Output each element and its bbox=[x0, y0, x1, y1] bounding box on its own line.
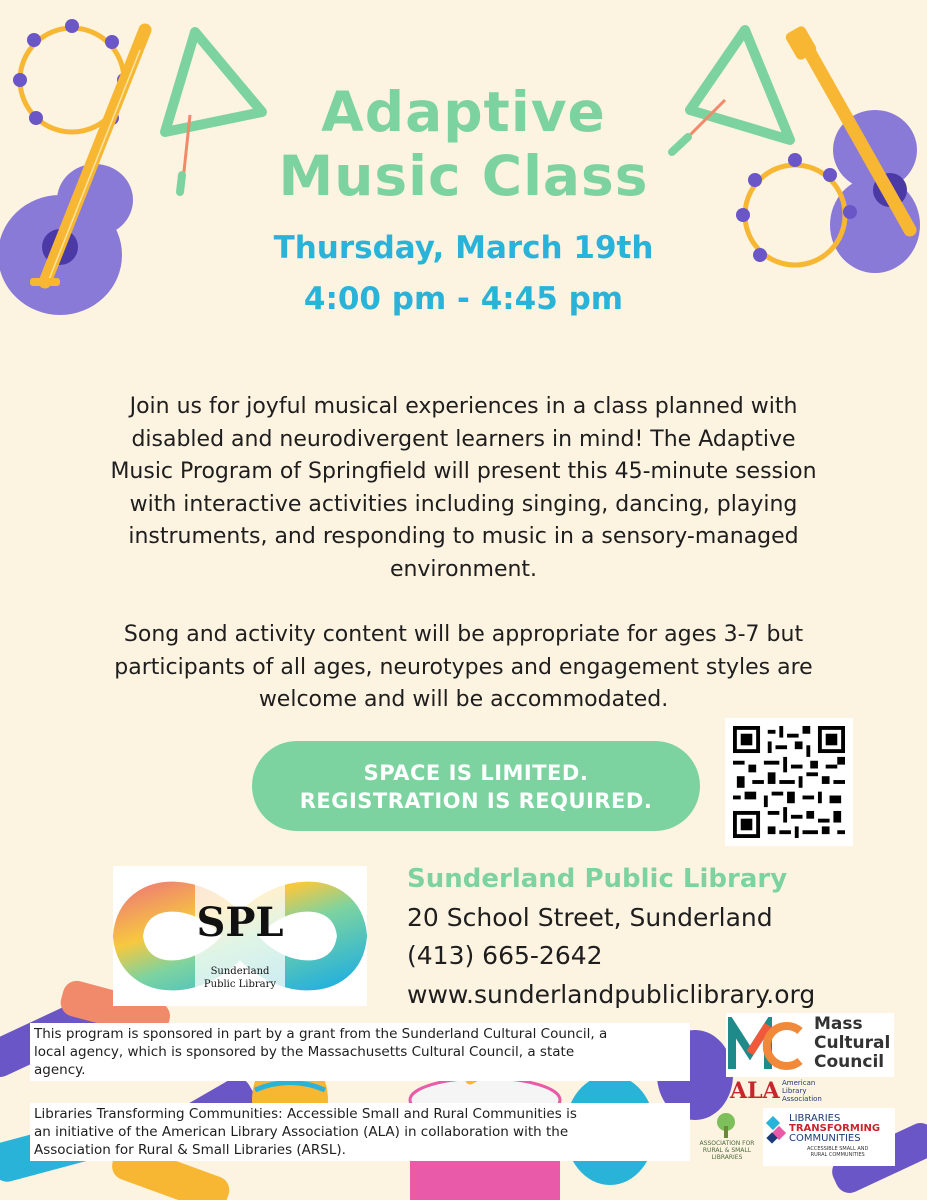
description-line: Music Program of Springfield will present this 45-minute session bbox=[110, 459, 817, 484]
ltc-line: Association for Rural & Small Libraries (ARSL). bbox=[34, 1142, 346, 1158]
mcc-logo bbox=[726, 1013, 894, 1077]
mcc-line-2: Cultural bbox=[814, 1033, 891, 1053]
arsl-line-3: LIBRARIES bbox=[711, 1154, 743, 1161]
library-name: Sunderland Public Library bbox=[407, 864, 788, 894]
ala-line-1: American bbox=[782, 1079, 816, 1087]
ltc-logo-line-4: ACCESSIBLE SMALL AND bbox=[807, 1146, 869, 1152]
ala-mark: ALA bbox=[730, 1078, 780, 1104]
tree-icon bbox=[712, 1112, 740, 1138]
event-date: Thursday, March 19th bbox=[273, 230, 654, 266]
arsl-line-2: RURAL & SMALL bbox=[702, 1147, 752, 1154]
ltc-logo-line-1: LIBRARIES bbox=[789, 1113, 841, 1124]
description bbox=[40, 391, 887, 586]
logo-text-line-1: Sunderland bbox=[210, 966, 270, 977]
ltc-note bbox=[30, 1103, 690, 1161]
ltc-logo-line-3: COMMUNITIES bbox=[789, 1133, 861, 1144]
registration-notice bbox=[252, 741, 700, 831]
ltc-logo-line-5: RURAL COMMUNITIES bbox=[810, 1152, 865, 1158]
ages-note bbox=[40, 619, 887, 717]
ages-line: Song and activity content will be appropriate for ages 3-7 but bbox=[123, 622, 804, 647]
qr-code[interactable] bbox=[725, 718, 853, 846]
ages-line: participants of all ages, neurotypes and engagement styles are bbox=[114, 654, 813, 680]
sponsor-line: agency. bbox=[34, 1062, 86, 1078]
arsl-line-1: ASSOCIATION FOR bbox=[699, 1140, 755, 1147]
description-line: instruments, and responding to music in a sensory-managed bbox=[128, 524, 799, 549]
ala-line-3: Association bbox=[782, 1095, 822, 1103]
ltc-line: an initiative of the American Library Association (ALA) in collaboration with the bbox=[34, 1124, 569, 1140]
description-line: with interactive activities including singing, dancing, playing bbox=[129, 491, 798, 517]
description-line: disabled and neurodivergent learners in mind! The Adaptive bbox=[131, 426, 796, 452]
mcc-line-1: Mass bbox=[814, 1014, 863, 1034]
mcc-mark-icon bbox=[728, 1017, 806, 1073]
ala-line-2: Library bbox=[782, 1087, 807, 1095]
ltc-logo-line-2: TRANSFORMING bbox=[789, 1123, 881, 1134]
notice-line-2: REGISTRATION IS REQUIRED. bbox=[299, 789, 653, 813]
logo-text-line-2: Public Library bbox=[203, 979, 277, 990]
title-line-1: Adaptive bbox=[321, 80, 606, 144]
description-line: environment. bbox=[389, 556, 538, 582]
notice-line-1: SPACE IS LIMITED. bbox=[363, 761, 589, 785]
infinity-logo-icon bbox=[113, 866, 367, 1006]
title-line-2: Music Class bbox=[278, 144, 649, 208]
event-time: 4:00 pm - 4:45 pm bbox=[303, 281, 624, 317]
sponsor-line: local agency, which is sponsored by the Massachusetts Cultural Council, a state bbox=[34, 1044, 575, 1060]
description-line: Join us for joyful musical experiences in a class planned with bbox=[129, 394, 798, 419]
library-phone: (413) 665-2642 bbox=[407, 941, 603, 970]
library-address: 20 School Street, Sunderland bbox=[407, 903, 773, 932]
ala-logo bbox=[730, 1078, 825, 1106]
arsl-logo bbox=[692, 1112, 762, 1168]
library-logo bbox=[113, 866, 367, 1006]
mcc-line-3: Council bbox=[814, 1052, 885, 1072]
page-title bbox=[0, 80, 927, 208]
ltc-line: Libraries Transforming Communities: Accessible Small and Rural Communities is bbox=[34, 1106, 577, 1122]
ltc-logo bbox=[763, 1108, 895, 1166]
sponsor-note bbox=[30, 1023, 690, 1081]
ages-line: welcome and will be accommodated. bbox=[258, 687, 669, 712]
library-website[interactable]: www.sunderlandpubliclibrary.org bbox=[407, 980, 816, 1009]
sponsor-line: This program is sponsored in part by a grant from the Sunderland Cultural Council, a bbox=[34, 1026, 608, 1042]
ltc-mark-icon bbox=[766, 1116, 788, 1146]
logo-monogram: SPL bbox=[196, 899, 284, 946]
